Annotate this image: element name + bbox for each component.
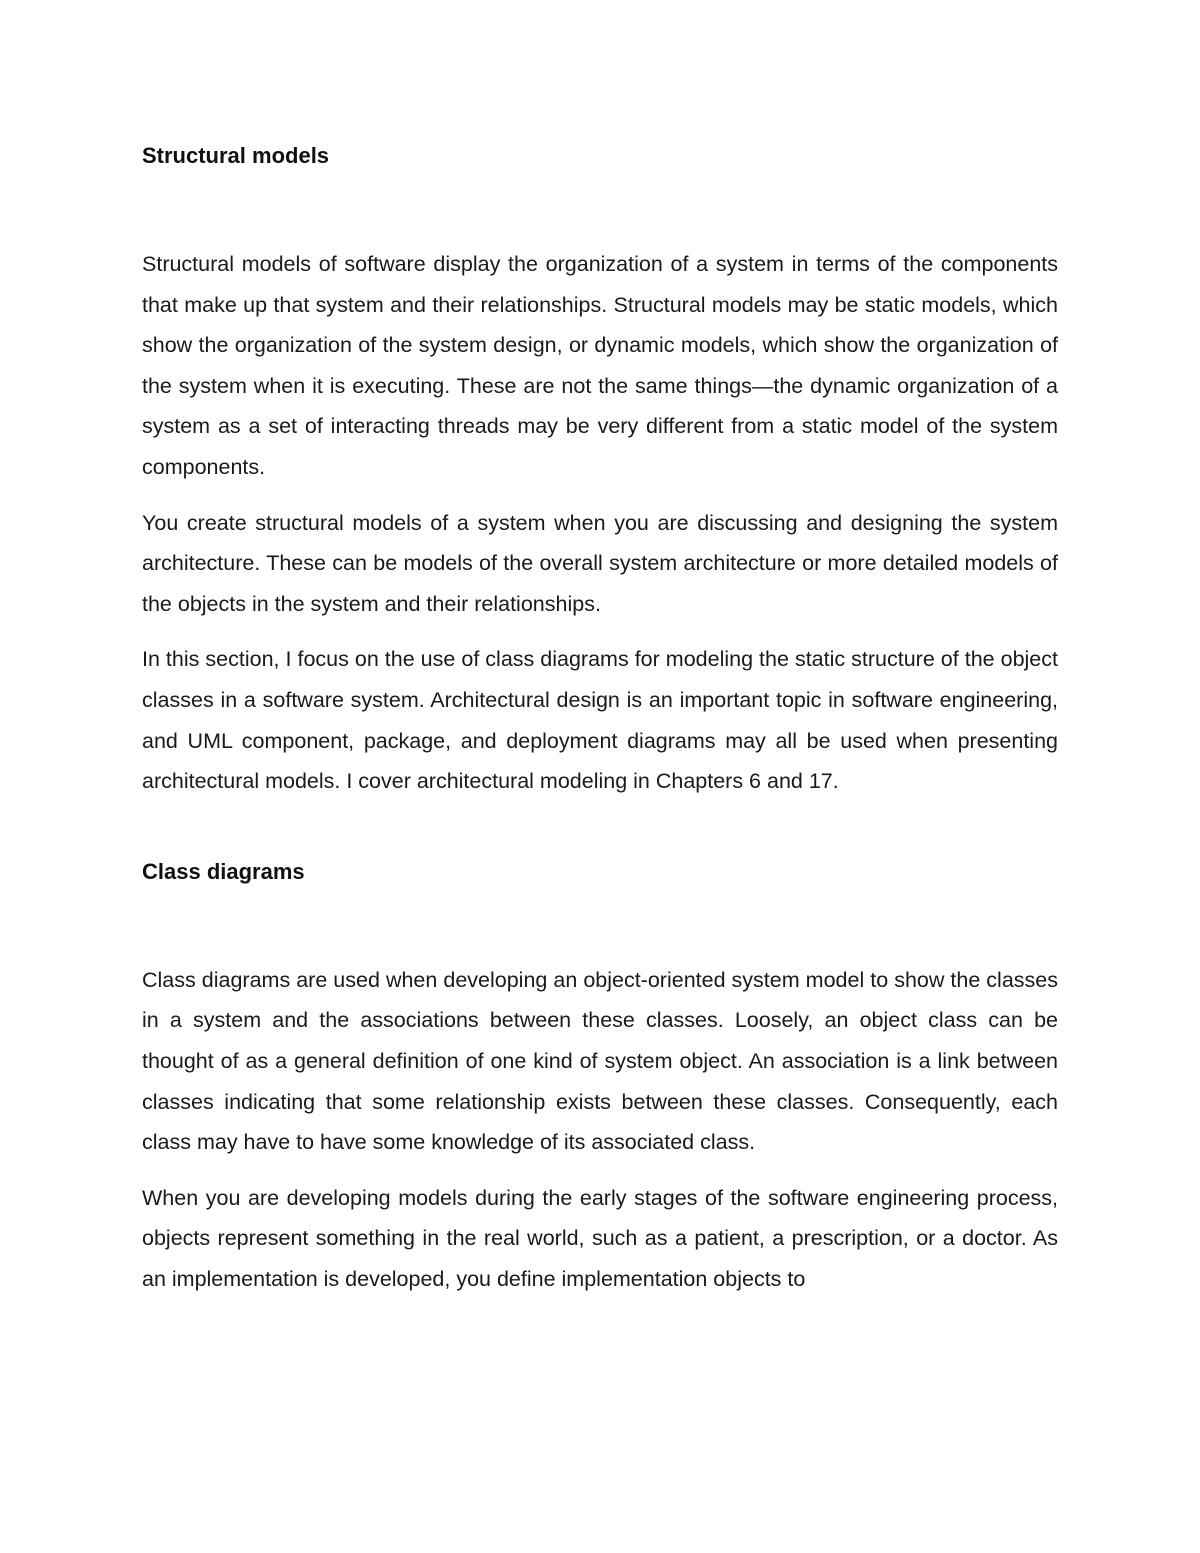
section-heading-class-diagrams: Class diagrams (142, 858, 305, 884)
paragraph-structural-models-architecture: You create structural models of a system when you are discussing and designing the system architecture. These can be models of the overall system architecture or more detailed models of the objects in the system and their relationships. (142, 510, 1058, 616)
paragraph-class-diagrams-intro: Class diagrams are used when developing an object-oriented system model to show the classes in a system and the associations between these classes. Loosely, an object class can be thought of as a general definition of one kind of system object. An association is a link between classes indicating that some relationship exists between these classes. Consequently, each class may have to have some knowledge of its associated class. (142, 967, 1058, 1155)
paragraph-structural-models-class-diagrams: In this section, I focus on the use of class diagrams for modeling the static structure of the object classes in a software system. Architectural design is an important topic in software engineering, and UML component, package, and deployment diagrams may all be used when presenting architectural models. I cover architectural modeling in Chapters 6 and 17. (142, 647, 1058, 794)
document-body (142, 138, 1058, 1299)
paragraph-class-diagrams-objects: When you are developing models during the early stages of the software engineering process, objects represent something in the real world, such as a patient, a prescription, or a doctor. As an implementation is developed, you define implementation objects to (142, 1185, 1058, 1291)
paragraph-structural-models-intro: Structural models of software display the organization of a system in terms of the components that make up that system and their relationships. Structural models may be static models, which show the organization of the system design, or dynamic models, which show the organization of the system when it is executing. These are not the same things—the dynamic organization of a system as a set of interacting threads may be very different from a static model of the system components. (142, 252, 1058, 479)
section-heading-structural-models: Structural models (142, 143, 330, 168)
